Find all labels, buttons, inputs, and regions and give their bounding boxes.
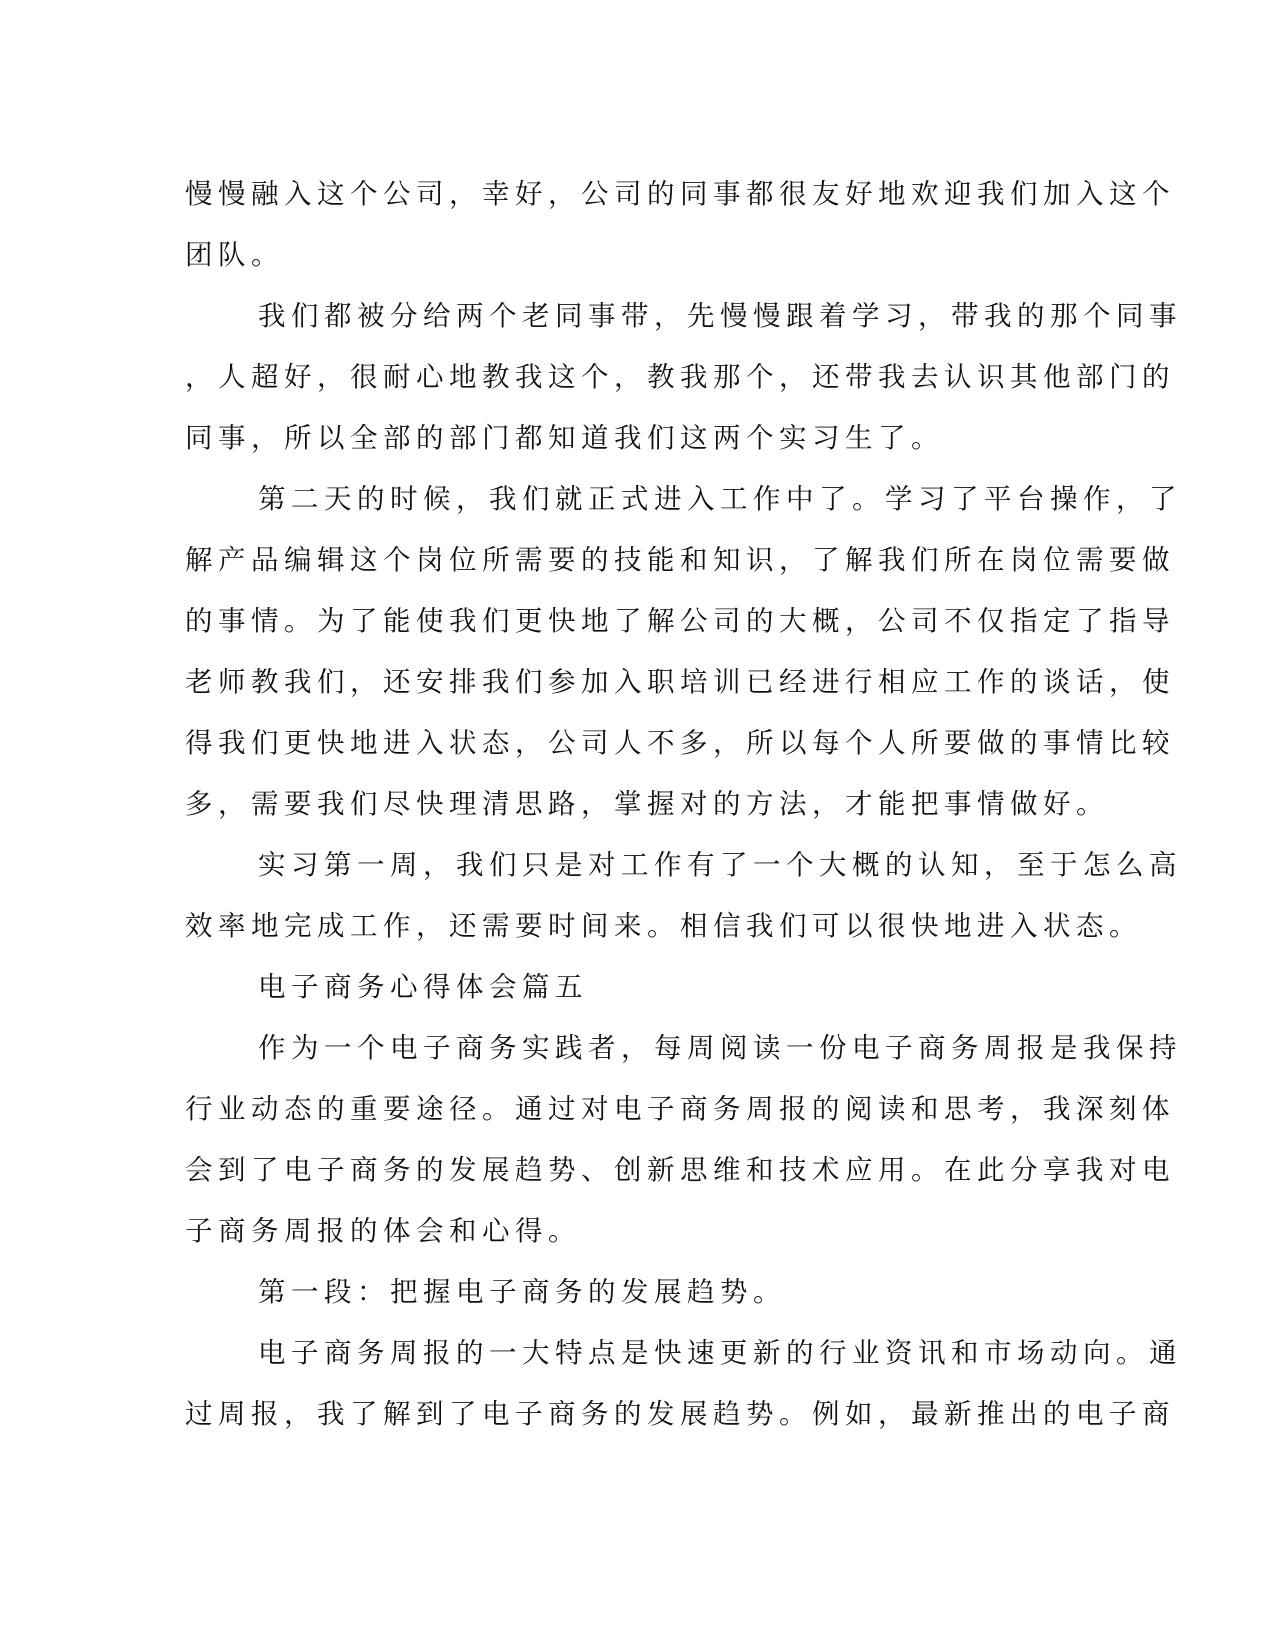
text-line: 老师教我们，还安排我们参加入职培训已经进行相应工作的谈话，使: [185, 665, 1175, 698]
text-line: 同事，所以全部的部门都知道我们这两个实习生了。: [185, 421, 944, 454]
paragraph-start-line: 电子商务周报的一大特点是快速更新的行业资讯和市场动向。通: [258, 1336, 1182, 1369]
subsection-heading: 第一段：把握电子商务的发展趋势。: [258, 1275, 786, 1308]
paragraph-start-line: 我们都被分给两个老同事带，先慢慢跟着学习，带我的那个同事: [258, 299, 1182, 332]
text-line: 过周报，我了解到了电子商务的发展趋势。例如，最新推出的电子商: [185, 1397, 1175, 1430]
text-line: 效率地完成工作，还需要时间来。相信我们可以很快地进入状态。: [185, 909, 1142, 942]
text-line: 慢慢融入这个公司，幸好，公司的同事都很友好地欢迎我们加入这个: [185, 177, 1175, 210]
text-line: 行业动态的重要途径。通过对电子商务周报的阅读和思考，我深刻体: [185, 1092, 1175, 1125]
text-line: 多，需要我们尽快理清思路，掌握对的方法，才能把事情做好。: [185, 787, 1109, 820]
paragraph-start-line: 实习第一周，我们只是对工作有了一个大概的认知，至于怎么高: [258, 848, 1182, 881]
text-line: 团队。: [185, 238, 284, 271]
paragraph-start-line: 作为一个电子商务实践者，每周阅读一份电子商务周报是我保持: [258, 1031, 1182, 1064]
text-line: 会到了电子商务的发展趋势、创新思维和技术应用。在此分享我对电: [185, 1153, 1175, 1186]
paragraph-start-line: 第二天的时候，我们就正式进入工作中了。学习了平台操作，了: [258, 482, 1182, 515]
document-body: [185, 160, 1182, 1441]
text-line: 解产品编辑这个岗位所需要的技能和知识，了解我们所在岗位需要做: [185, 543, 1175, 576]
text-line: 的事情。为了能使我们更快地了解公司的大概，公司不仅指定了指导: [185, 604, 1175, 637]
section-heading: 电子商务心得体会篇五: [258, 970, 588, 1003]
text-line: 得我们更快地进入状态，公司人不多，所以每个人所要做的事情比较: [185, 726, 1175, 759]
text-line: ，人超好，很耐心地教我这个，教我那个，还带我去认识其他部门的: [185, 360, 1175, 393]
text-line: 子商务周报的体会和心得。: [185, 1214, 581, 1247]
